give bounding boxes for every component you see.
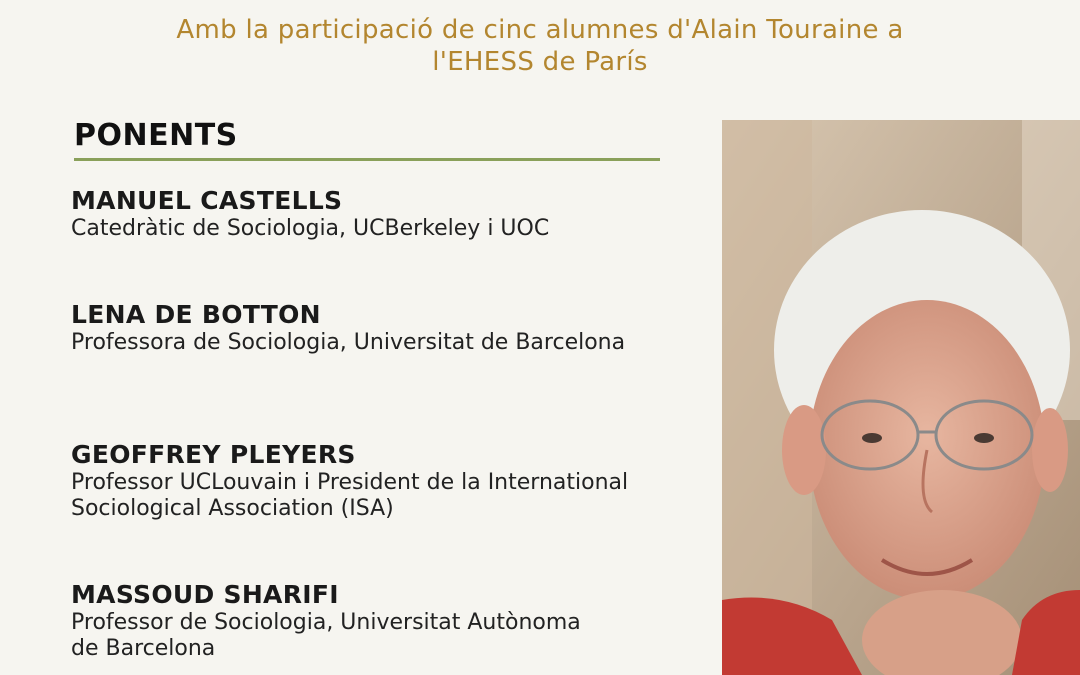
speaker-role: Catedràtic de Sociologia, UCBerkeley i UOC [71,216,550,241]
event-subtitle [0,14,1080,78]
portrait-photo [722,120,1080,675]
section-title: PONENTS [74,118,238,153]
speaker-name: LENA DE BOTTON [71,300,321,329]
speaker-role: Professora de Sociologia, Universitat de Barcelona [71,330,626,355]
portrait-illustration [722,120,1080,675]
speaker-role: Professor de Sociologia, Universitat Autònoma de Barcelona [71,610,581,661]
speaker-name: MANUEL CASTELLS [71,186,343,215]
speaker-pleyers [71,440,691,522]
speaker-sharifi [71,580,691,662]
subtitle-line-2: l'EHESS de París [432,47,648,77]
speaker-role: Professor UCLouvain i President de la International Sociological Association (ISA) [71,470,629,521]
speaker-castells [71,186,691,242]
subtitle-line-1: Amb la participació de cinc alumnes d'Alain Touraine a [176,15,904,45]
speaker-name: MASSOUD SHARIFI [71,580,339,609]
speaker-name: GEOFFREY PLEYERS [71,440,356,469]
speaker-de-botton [71,300,691,356]
section-divider [74,158,660,161]
